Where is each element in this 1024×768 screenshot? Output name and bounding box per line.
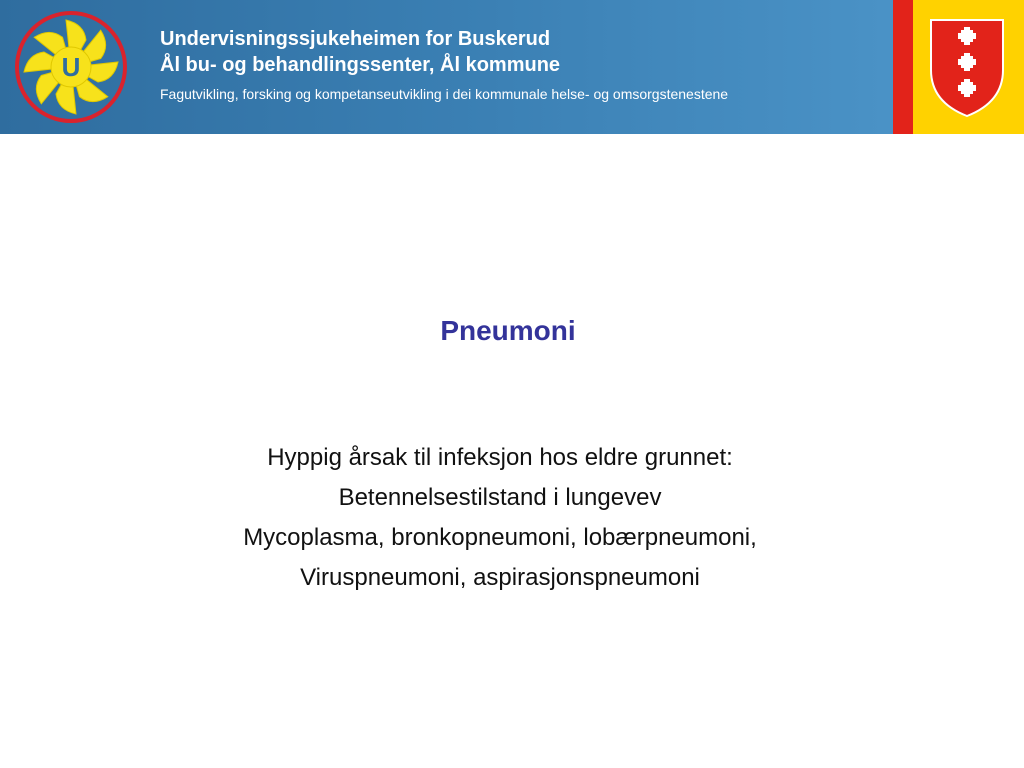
body-line-2: Betennelsestilstand i lungevev <box>338 484 662 511</box>
body-line-4: Viruspneumoni, aspirasjonspneumoni <box>300 564 700 591</box>
body-line-3: Mycoplasma, bronkopneumoni, lobærpneumoni, <box>243 524 757 551</box>
red-band <box>893 0 913 134</box>
body-line-1: Hyppig årsak til infeksjon hos eldre grunnet: <box>267 444 733 471</box>
logo-letter: U <box>61 52 81 82</box>
header-title: Undervisningssjukeheimen for Buskerud <box>160 28 551 50</box>
slide-body <box>0 438 1000 598</box>
slide-title: Pneumoni <box>440 315 576 346</box>
header-text <box>160 26 728 104</box>
sun-u-logo-icon <box>14 10 128 124</box>
municipal-crest-icon <box>927 18 1007 118</box>
header-subtitle: Ål bu- og behandlingssenter, Ål kommune <box>160 54 561 76</box>
header-banner <box>0 0 1024 134</box>
header-tagline: Fagutvikling, forsking og kompetanseutvikling i dei kommunale helse- og omsorgstenestene <box>160 86 729 102</box>
